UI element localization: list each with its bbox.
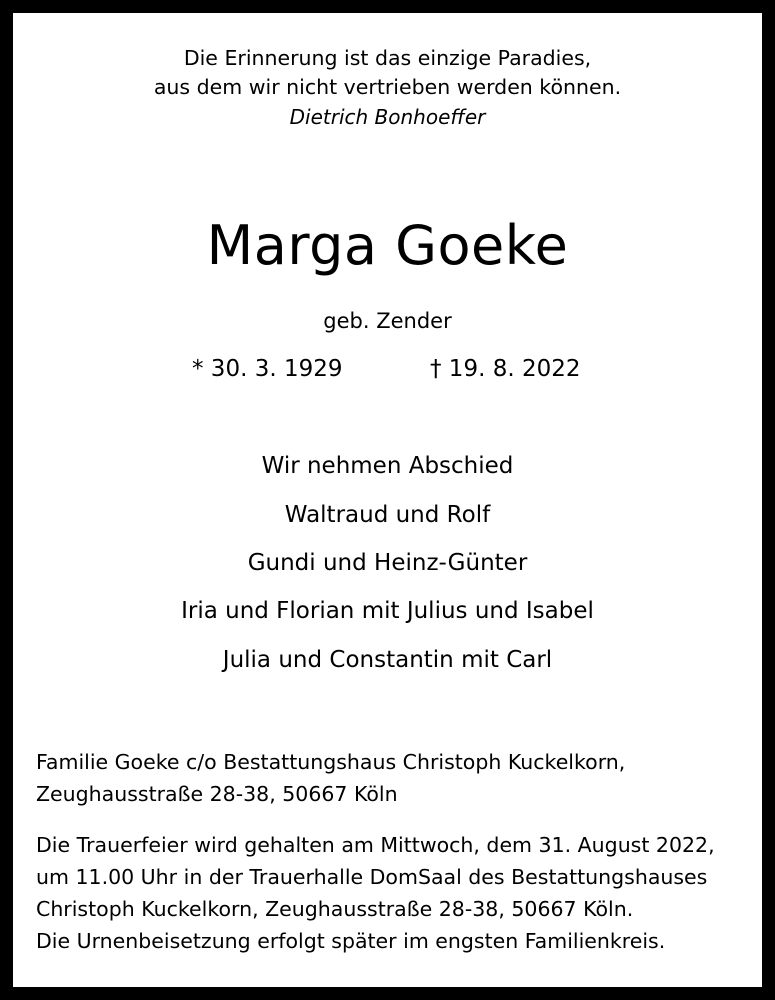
ceremony-block <box>36 829 746 957</box>
mourner-line: Gundi und Heinz-Günter <box>247 550 528 576</box>
address-line: Zeughausstraße 28-38, 50667 Köln <box>36 782 398 806</box>
mourner-line: Waltraud und Rolf <box>284 502 491 528</box>
maiden-name: geb. Zender <box>323 309 452 333</box>
quote-line: Die Erinnerung ist das einzige Paradies, <box>183 46 592 70</box>
mourner-line: Julia und Constantin mit Carl <box>222 647 553 673</box>
quote-author: Dietrich Bonhoeffer <box>289 105 486 129</box>
quote-line: aus dem wir nicht vertrieben werden können. <box>153 75 622 99</box>
deceased-name: Marga Goeke <box>206 214 569 277</box>
death-date: † 19. 8. 2022 <box>430 356 581 382</box>
address-block <box>36 746 746 810</box>
mourner-line: Iria und Florian mit Julius und Isabel <box>181 598 594 624</box>
mourner-line: Wir nehmen Abschied <box>261 453 514 479</box>
ceremony-line: um 11.00 Uhr in der Trauerhalle DomSaal des Bestattungshauses <box>36 865 708 889</box>
ceremony-line: Christoph Kuckelkorn, Zeughausstraße 28-38, 50667 Köln. <box>36 897 634 921</box>
ceremony-line: Die Urnenbeisetzung erfolgt später im engsten Familienkreis. <box>36 929 666 953</box>
ceremony-line: Die Trauerfeier wird gehalten am Mittwoch, dem 31. August 2022, <box>36 833 715 857</box>
address-line: Familie Goeke c/o Bestattungshaus Christoph Kuckelkorn, <box>36 750 626 774</box>
birth-date: * 30. 3. 1929 <box>192 356 343 382</box>
